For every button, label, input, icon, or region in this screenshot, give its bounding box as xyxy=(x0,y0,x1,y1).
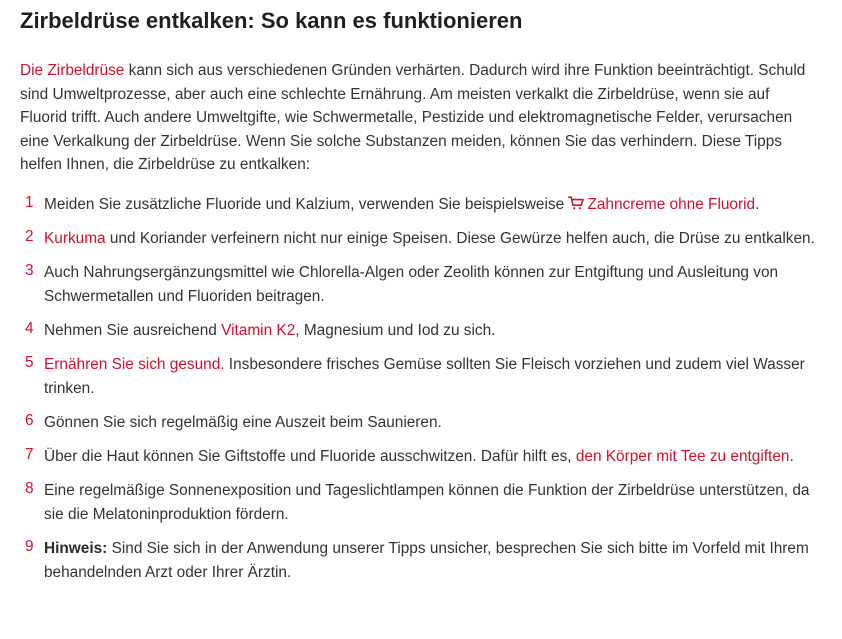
list-item xyxy=(20,193,824,217)
list-item xyxy=(20,227,824,251)
toothpaste-link[interactable] xyxy=(568,196,755,213)
tip-text: und Koriander verfeinern nicht nur einige Speisen. Diese Gewürze helfen auch, die Drüse zu entkalken. xyxy=(105,230,815,248)
list-number: 3 xyxy=(25,262,34,280)
tip-text: Über die Haut können Sie Giftstoffe und Fluoride ausschwitzen. Dafür hilft es, xyxy=(44,448,576,466)
article-title: Zirbeldrüse entkalken: So kann es funktionieren xyxy=(20,8,523,33)
list-item xyxy=(20,445,824,469)
list-item xyxy=(20,319,824,343)
tip-text-end: . xyxy=(755,195,760,213)
tip-text: Auch Nahrungsergänzungsmittel wie Chlorella-Algen oder Zeolith können zur Entgiftung und Ausleitung von Schwermetallen und Fluoriden beitragen. xyxy=(44,264,779,305)
vitamin-k2-link[interactable]: Vitamin K2 xyxy=(221,322,296,340)
toothpaste-link-label: Zahncreme ohne Fluorid xyxy=(587,195,756,213)
intro-text: kann sich aus verschiedenen Gründen verhärten. Dadurch wird ihre Funktion beeinträchtigt. Schuld sind Umweltprozesse, aber auch eine schlechte Ernährung. Am meisten verkalkt die Zirbeldrüse, wenn sie auf Fluorid trifft. Auch andere Umweltgifte, wie Schwermetalle, Pestizide und elektromagnetische Felder, verursachen eine Verkalkung der Zirbeldrüse. Wenn Sie solche Substanzen meiden, können Sie das verhindern. Diese Tipps helfen Ihnen, die Zirbeldrüse zu entkalken: xyxy=(20,62,806,174)
intro-paragraph xyxy=(20,59,820,177)
list-number: 6 xyxy=(25,412,34,430)
tips-list xyxy=(20,193,822,584)
hint-label: Hinweis: xyxy=(44,540,108,558)
list-item xyxy=(20,479,824,526)
list-item xyxy=(20,353,824,400)
zirbeldruese-link[interactable]: Die Zirbeldrüse xyxy=(20,62,125,79)
tip-text: Eine regelmäßige Sonnenexposition und Tageslichtlampen können die Funktion der Zirbeldrüse unterstützen, da sie die Melatoninproduktion fördern. xyxy=(44,482,810,524)
shopping-cart-icon xyxy=(568,196,584,210)
kurkuma-link[interactable]: Kurkuma xyxy=(44,230,106,248)
tip-text: Meiden Sie zusätzliche Fluoride und Kalzium, verwenden Sie beispielsweise xyxy=(44,195,569,213)
tip-text: Nehmen Sie ausreichend xyxy=(44,322,222,340)
tip-text-end: , Magnesium und Iod zu sich. xyxy=(295,322,496,340)
list-number: 5 xyxy=(25,354,34,372)
list-number: 2 xyxy=(25,228,34,246)
list-number: 7 xyxy=(25,446,34,464)
list-number: 9 xyxy=(25,538,34,556)
tip-text-end: . xyxy=(789,448,794,466)
tip-text: Insbesondere frisches Gemüse sollten Sie Fleisch vorziehen und zudem viel Wasser trinken. xyxy=(44,356,805,397)
tip-text: Sind Sie sich in der Anwendung unserer Tipps unsicher, besprechen Sie sich bitte im Vorfeld mit Ihrem behandelnden Arzt oder Ihrer Ärztin. xyxy=(44,540,809,581)
healthy-eating-link[interactable]: Ernähren Sie sich gesund. xyxy=(44,356,225,374)
detox-tea-link[interactable]: den Körper mit Tee zu entgiften xyxy=(575,448,790,466)
tip-text: Gönnen Sie sich regelmäßig eine Auszeit beim Saunieren. xyxy=(44,414,442,432)
list-number: 4 xyxy=(25,320,34,338)
list-item xyxy=(20,537,824,584)
list-item xyxy=(20,261,824,308)
list-item xyxy=(20,411,824,435)
list-number: 8 xyxy=(25,480,34,498)
list-number: 1 xyxy=(25,193,34,211)
